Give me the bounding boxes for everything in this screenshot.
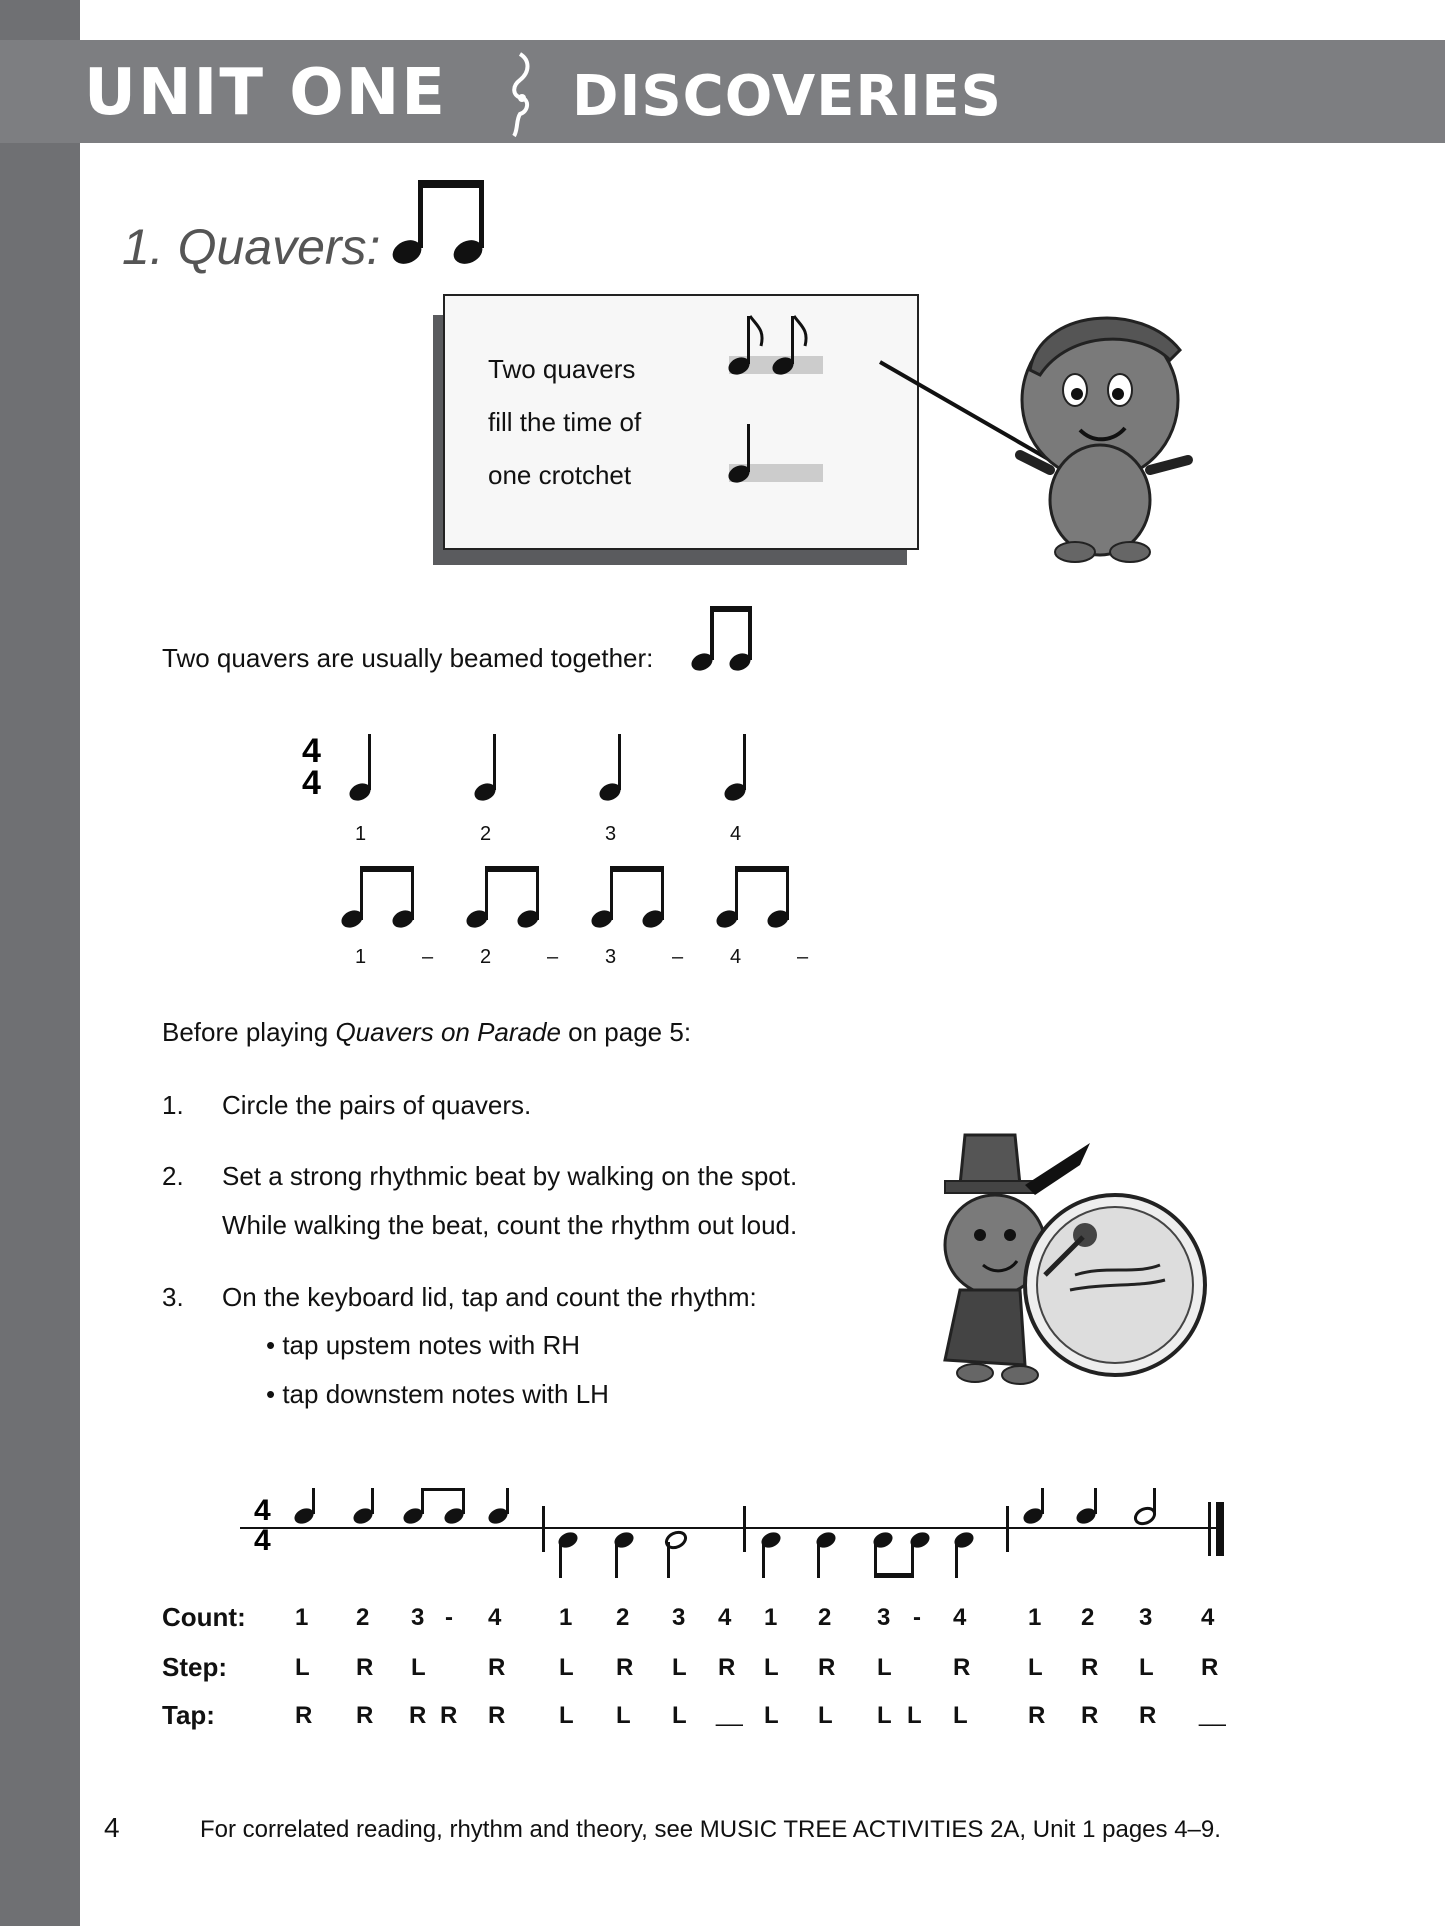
step-number: 3. — [162, 1282, 184, 1312]
teacher-mascot-illustration — [870, 290, 1220, 570]
tap-cell: R — [1081, 1702, 1099, 1729]
step-cell: R — [818, 1654, 836, 1681]
tap-cell: L — [672, 1702, 687, 1729]
tap-cell: L — [953, 1702, 968, 1729]
step-text: While walking the beat, count the rhythm out loud. — [222, 1210, 798, 1240]
count-cell: 4 — [1201, 1604, 1215, 1631]
unit-subtitle: DISCOVERIES — [572, 64, 1002, 129]
count-cell: 3 — [1139, 1604, 1153, 1631]
count-cell: - — [445, 1604, 453, 1631]
count-label: 2 — [480, 946, 492, 968]
tap-cell: L — [818, 1702, 833, 1729]
step-cell: R — [616, 1654, 634, 1681]
count-label: – — [797, 946, 809, 968]
step-cell: L — [559, 1654, 574, 1681]
tap-cell: R — [440, 1702, 458, 1729]
count-cell: 1 — [559, 1604, 573, 1631]
bullet-item: • tap downstem notes with LH — [266, 1379, 609, 1409]
svg-text:4: 4 — [254, 1494, 271, 1527]
info-line-1: Two quavers — [488, 354, 636, 384]
count-cell: 4 — [953, 1604, 967, 1631]
unit-title: UNIT ONE — [84, 56, 447, 130]
count-cell: 1 — [764, 1604, 778, 1631]
info-line-3: one crotchet — [488, 460, 632, 490]
tap-cell: R — [1139, 1702, 1157, 1729]
step-cell: R — [488, 1654, 506, 1681]
count-cell: 1 — [295, 1604, 309, 1631]
count-label: 4 — [730, 823, 742, 845]
page-number: 4 — [104, 1812, 120, 1843]
step-number: 1. — [162, 1090, 184, 1120]
count-cell: - — [913, 1604, 921, 1631]
count-cell: 3 — [411, 1604, 425, 1631]
step-cell: R — [718, 1654, 736, 1681]
step-text: On the keyboard lid, tap and count the rhythm: — [222, 1282, 757, 1312]
count-label: – — [547, 946, 559, 968]
step-cell: R — [1201, 1654, 1219, 1681]
step-cell: L — [1028, 1654, 1043, 1681]
tap-cell: L — [907, 1702, 922, 1729]
footer-note: For correlated reading, rhythm and theory, see MUSIC TREE ACTIVITIES 2A, Unit 1 pages 4–9. — [200, 1816, 1221, 1843]
count-cell: 3 — [672, 1604, 686, 1631]
bullet-item: • tap upstem notes with RH — [266, 1330, 581, 1360]
step-number: 2. — [162, 1161, 184, 1191]
count-label: 3 — [605, 946, 617, 968]
step-cell: L — [1139, 1654, 1154, 1681]
count-cell: 1 — [1028, 1604, 1042, 1631]
step-text: Circle the pairs of quavers. — [222, 1090, 532, 1120]
crotchets-row — [298, 730, 778, 810]
count-cell: 4 — [488, 1604, 502, 1631]
tap-cell: R — [488, 1702, 506, 1729]
svg-text:4: 4 — [302, 764, 321, 802]
svg-text:4: 4 — [254, 1524, 271, 1557]
rhythm-staff — [240, 1488, 1240, 1598]
count-row-label: Count: — [162, 1602, 246, 1632]
tap-cell: L — [877, 1702, 892, 1729]
info-line-2: fill the time of — [488, 407, 642, 437]
left-margin-bar — [0, 0, 80, 1926]
tap-cell: __ — [1199, 1700, 1226, 1727]
tap-row-label: Tap: — [162, 1700, 215, 1730]
count-label: 1 — [355, 823, 367, 845]
step-cell: L — [411, 1654, 426, 1681]
step-cell: L — [295, 1654, 310, 1681]
count-cell: 3 — [877, 1604, 891, 1631]
count-label: 1 — [355, 946, 367, 968]
svg-text:4: 4 — [302, 732, 321, 770]
tap-cell: __ — [716, 1700, 743, 1727]
tap-cell: L — [559, 1702, 574, 1729]
count-label: 2 — [480, 823, 492, 845]
clef-icon — [500, 50, 540, 140]
tap-cell: R — [356, 1702, 374, 1729]
two-quavers-icon — [725, 312, 825, 377]
beamed-quavers-small-icon — [690, 604, 760, 674]
count-cell: 2 — [818, 1604, 832, 1631]
count-label: 4 — [730, 946, 742, 968]
step-row-label: Step: — [162, 1652, 227, 1682]
beamed-statement: Two quavers are usually beamed together: — [162, 643, 654, 673]
step-cell: L — [764, 1654, 779, 1681]
tap-cell: R — [1028, 1702, 1046, 1729]
step-cell: L — [672, 1654, 687, 1681]
tap-cell: L — [616, 1702, 631, 1729]
tap-cell: L — [764, 1702, 779, 1729]
count-label: – — [672, 946, 684, 968]
section-title: 1. Quavers: — [122, 219, 381, 275]
tap-cell: R — [295, 1702, 313, 1729]
count-cell: 2 — [1081, 1604, 1095, 1631]
tap-cell: R — [409, 1702, 427, 1729]
step-cell: R — [1081, 1654, 1099, 1681]
step-cell: L — [877, 1654, 892, 1681]
step-text: Set a strong rhythmic beat by walking on the spot. — [222, 1161, 798, 1191]
count-label: 3 — [605, 823, 617, 845]
quavers-row — [340, 862, 820, 932]
drummer-mascot-illustration — [905, 1125, 1225, 1395]
count-cell: 4 — [718, 1604, 732, 1631]
count-cell: 2 — [356, 1604, 370, 1631]
beamed-quavers-icon — [390, 178, 500, 268]
step-cell: R — [953, 1654, 971, 1681]
count-cell: 2 — [616, 1604, 630, 1631]
crotchet-icon — [725, 420, 825, 485]
instructions-intro: Before playing Quavers on Parade on page 5: — [162, 1017, 692, 1047]
count-label: – — [422, 946, 434, 968]
step-cell: R — [356, 1654, 374, 1681]
